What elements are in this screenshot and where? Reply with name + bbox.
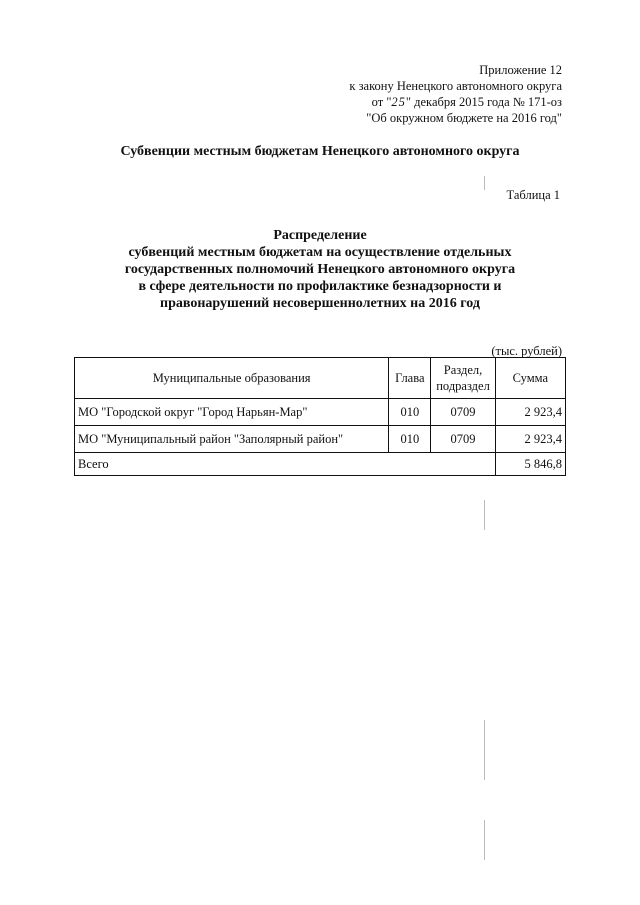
cell-municipality: МО "Городской округ "Город Нарьян-Мар": [75, 399, 389, 426]
appendix-number: Приложение 12: [479, 63, 562, 77]
unit-label: (тыс. рублей): [491, 344, 562, 358]
handwritten-day: 25: [391, 95, 406, 109]
cell-sum: 2 923,4: [495, 426, 565, 453]
subvention-table: [74, 357, 566, 476]
appendix-header: [349, 62, 562, 126]
scan-artifact: [484, 820, 485, 860]
total-sum: 5 846,8: [495, 453, 565, 476]
table-row: [75, 399, 566, 426]
table-row: [75, 426, 566, 453]
appendix-law-name: "Об окружном бюджете на 2016 год": [366, 111, 562, 125]
cell-section: 0709: [431, 426, 495, 453]
scan-artifact: [484, 720, 485, 780]
scan-artifact: [484, 500, 485, 530]
header-sum: Сумма: [495, 358, 565, 399]
header-municipality: Муниципальные образования: [75, 358, 389, 399]
appendix-law-ref: к закону Ненецкого автономного округа: [349, 79, 562, 93]
appendix-law-date: от "25" декабря 2015 года № 171-оз: [371, 95, 562, 109]
cell-chapter: 010: [389, 426, 431, 453]
cell-section: 0709: [431, 399, 495, 426]
cell-sum: 2 923,4: [495, 399, 565, 426]
cell-chapter: 010: [389, 399, 431, 426]
header-section: Раздел, подраздел: [431, 358, 495, 399]
page-title: Субвенции местным бюджетам Ненецкого автономного округа: [120, 144, 520, 159]
distribution-title: Распределение субвенций местным бюджетам на осуществление отдельных государственных полномочий Ненецкого автономного округа в сфере деятельности по профилактике безнадзорности и правонарушений несовершеннолетних на 2016 год: [124, 228, 516, 311]
table-total-row: [75, 453, 566, 476]
header-chapter: Глава: [389, 358, 431, 399]
total-label: Всего: [75, 453, 496, 476]
table-label: Таблица 1: [506, 188, 560, 202]
cell-municipality: МО "Муниципальный район "Заполярный район": [75, 426, 389, 453]
scan-artifact: [484, 176, 485, 190]
table-header-row: [75, 358, 566, 399]
